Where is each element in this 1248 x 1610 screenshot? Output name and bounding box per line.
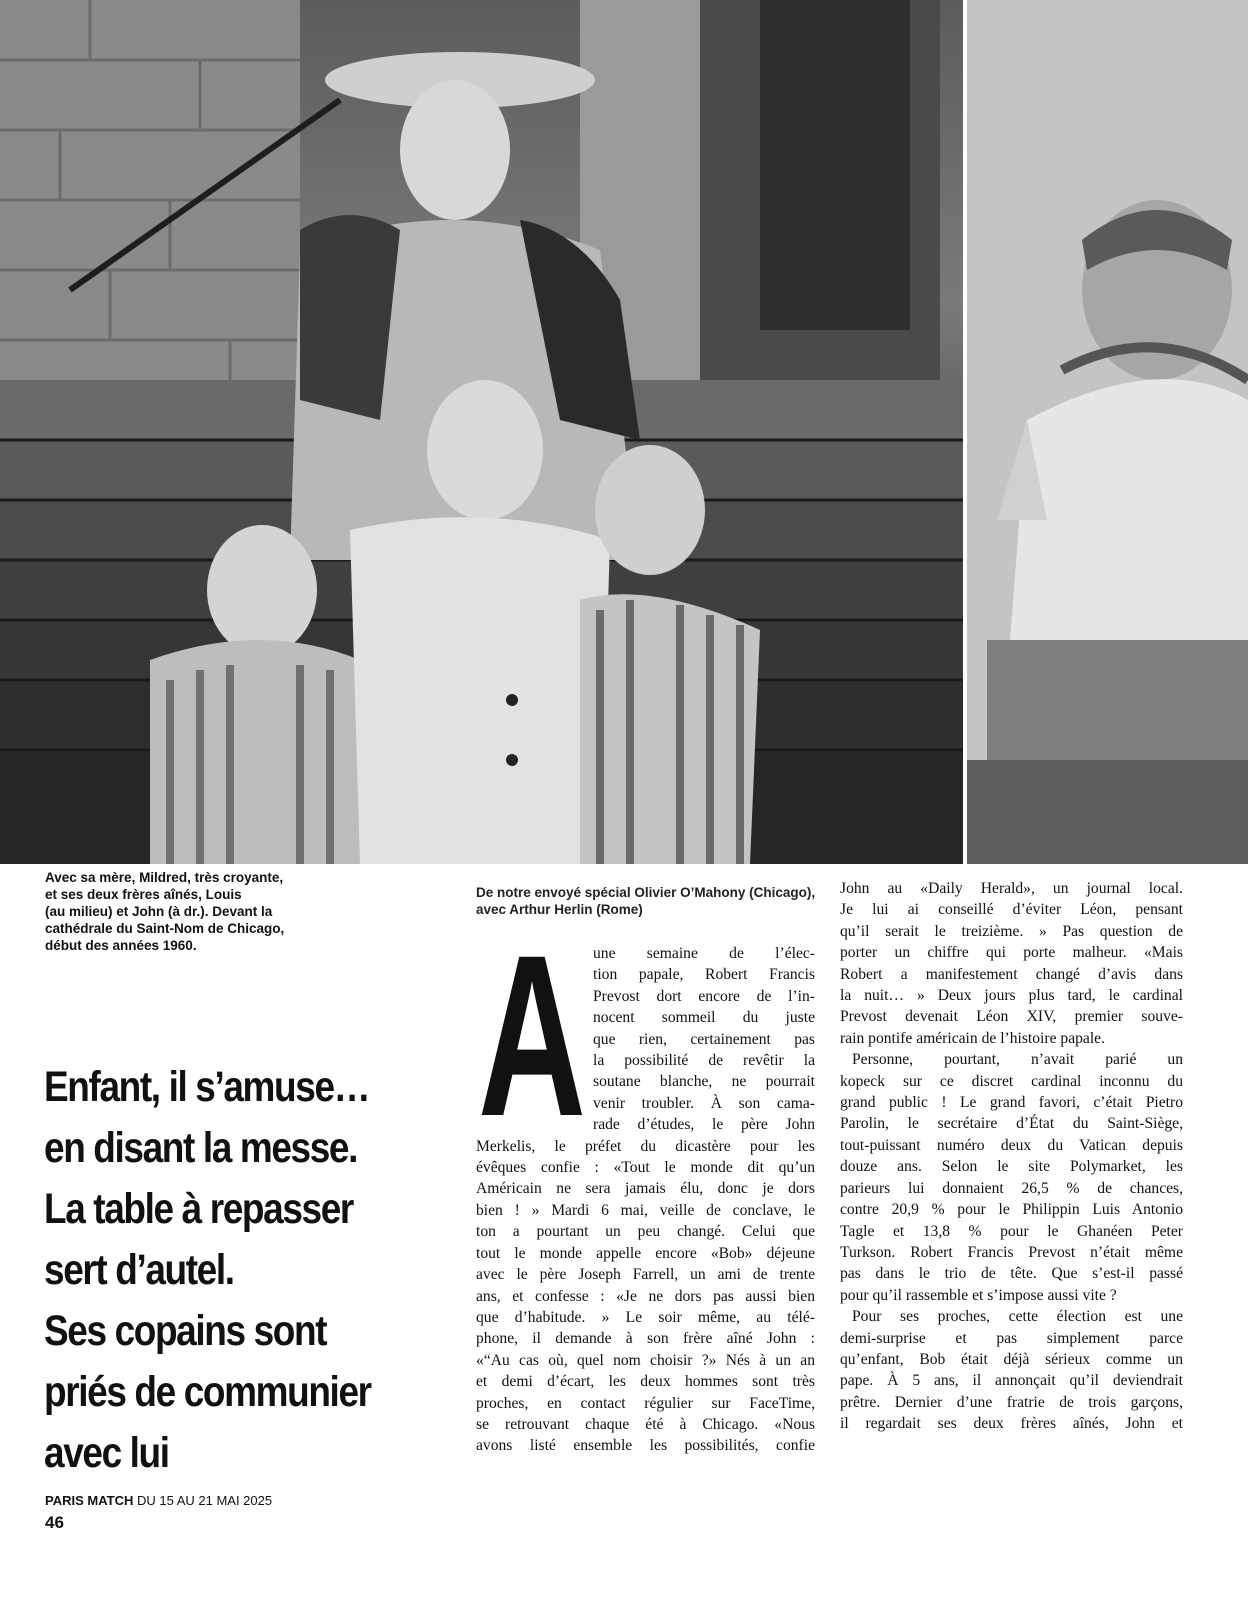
- headline-line: priés de communier: [44, 1368, 371, 1416]
- magazine-name: PARIS MATCH: [45, 1493, 134, 1508]
- text-line: tout le monde appelle encore «Bob» déjeune: [476, 1244, 815, 1262]
- issue-dates: DU 15 AU 21 MAI 2025: [133, 1493, 273, 1508]
- text-line: la possibilité de revêtir la: [593, 1052, 815, 1070]
- text-line: Robert a manifestement changé d’avis dans: [840, 965, 1183, 983]
- text-line: pas dans le trio de tête. Que s’est-il passé: [840, 1265, 1183, 1283]
- text-line: il regardait ses deux frères aînés, John et: [840, 1415, 1183, 1433]
- text-line: rade d’études, le père John: [593, 1116, 815, 1134]
- text-line: bien ! » Mardi 6 mai, veille de conclave, le: [476, 1201, 815, 1219]
- boy-photo: [967, 0, 1248, 864]
- byline: [476, 884, 816, 918]
- headline-line: Ses copains sont: [44, 1307, 327, 1355]
- text-line: Turkson. Robert Francis Prevost n’était même: [840, 1243, 1183, 1261]
- article-column-2: [840, 878, 1183, 1435]
- family-photo-illustration: [0, 0, 963, 864]
- text-line: parieurs lui donnaient 26,5 % de chances,: [840, 1179, 1183, 1197]
- text-line: «“Au cas où, quel nom choisir ?» Nés à un an: [476, 1351, 815, 1369]
- text-line: Pour ses proches, cette élection est une: [852, 1308, 1183, 1326]
- text-line: Merkelis, le préfet du dicastère pour les: [476, 1137, 815, 1155]
- headline-line: La table à repasser: [44, 1185, 353, 1233]
- text-line: demi-surprise et pas simplement parce: [840, 1329, 1183, 1347]
- text-line: venir troubler. À son cama-: [593, 1094, 815, 1112]
- headline-line: Enfant, il s’amuse…: [44, 1063, 370, 1111]
- text-line: tion papale, Robert Francis: [593, 966, 815, 984]
- text-line: se retrouvant chaque été à Chicago. «Nous: [476, 1415, 815, 1433]
- article-column-1: [476, 943, 815, 1457]
- text-line: John au «Daily Herald», un journal local.: [840, 880, 1183, 897]
- text-line: ton a pourtant un peu changé. Celui que: [476, 1223, 815, 1241]
- text-line: pape. À 5 ans, il annonçait qu’il deviendrait: [840, 1372, 1183, 1390]
- caption-line: et ses deux frères aînés, Louis: [45, 887, 242, 902]
- headline-line: sert d’autel.: [44, 1246, 234, 1294]
- text-line: qu’enfant, Bob était déjà sérieux comme un: [840, 1350, 1183, 1368]
- text-line: Personne, pourtant, n’avait parié un: [852, 1051, 1183, 1069]
- caption-line: début des années 1960.: [45, 938, 197, 953]
- text-line: Parolin, le secrétaire d’État du Saint-Siège,: [840, 1115, 1183, 1133]
- headline-line: avec lui: [44, 1429, 169, 1477]
- text-line: proches, en contact régulier sur FaceTime,: [476, 1394, 815, 1412]
- text-line: Américain ne sera jamais élu, donc je dors: [476, 1180, 815, 1198]
- text-line: ans, et confesse : «Je ne dors pas aussi bien: [476, 1287, 815, 1305]
- text-line: une semaine de l’élec-: [593, 945, 815, 962]
- text-line: Tagle et 13,8 % pour le Ghanéen Peter: [840, 1222, 1183, 1240]
- text-line: Prevost devenait Léon XIV, premier souve-: [840, 1008, 1183, 1026]
- text-line: tout-puissant numéro deux du Vatican depuis: [840, 1136, 1183, 1154]
- page-footer: [45, 1493, 272, 1533]
- headline-line: en disant la messe.: [44, 1124, 357, 1172]
- footer-issue: [45, 1493, 272, 1509]
- text-line: que d’habitude. » Le soir même, au télé-: [476, 1308, 815, 1326]
- text-line: kopeck sur ce discret cardinal inconnu du: [840, 1072, 1183, 1090]
- text-line: et demi d’écart, les deux hommes sont très: [476, 1373, 815, 1391]
- text-line: douze ans. Selon le site Polymarket, les: [840, 1158, 1183, 1176]
- text-line: grand public ! Le grand favori, c’était Pietro: [840, 1094, 1183, 1112]
- text-line: que rien, certainement pas: [593, 1030, 815, 1048]
- text-line: Prevost dort encore de l’in-: [593, 987, 815, 1005]
- text-line: avec le père Joseph Farrell, un ami de trente: [476, 1266, 815, 1284]
- text-line: porter un chiffre qui porte malheur. «Mais: [840, 944, 1183, 962]
- text-line: nocent sommeil du juste: [593, 1009, 815, 1027]
- text-line: la nuit… » Deux jours plus tard, le cardinal: [840, 987, 1183, 1005]
- byline-line: De notre envoyé spécial Olivier O’Mahony (Chicago),: [476, 885, 816, 900]
- text-line: prêtre. Dernier d’une fratrie de trois garçons,: [840, 1393, 1183, 1411]
- text-line: avons listé ensemble les possibilités, confie: [476, 1437, 815, 1455]
- drop-cap-letter: A: [478, 943, 586, 1123]
- headline: [44, 1057, 388, 1484]
- caption-line: (au milieu) et John (à dr.). Devant la: [45, 904, 273, 919]
- text-line: qu’il serait le treizième. » Pas question de: [840, 922, 1183, 940]
- boy-photo-illustration: [967, 0, 1248, 864]
- text-line: phone, il demande à son frère aîné John :: [476, 1330, 815, 1348]
- text-line: contre 20,9 % pour le Philippin Luis Antonio: [840, 1201, 1183, 1219]
- text-line: pour qu’il rassemble et s’impose aussi vite ?: [840, 1286, 1117, 1304]
- text-line: évêques confie : «Tout le monde dit qu’un: [476, 1159, 815, 1177]
- byline-line: avec Arthur Herlin (Rome): [476, 902, 643, 917]
- caption-line: Avec sa mère, Mildred, très croyante,: [45, 870, 284, 885]
- text-line: Je lui ai conseillé d’éviter Léon, pensant: [840, 901, 1183, 919]
- family-photo: [0, 0, 963, 864]
- text-line: rain pontife américain de l’histoire papale.: [840, 1029, 1105, 1047]
- photo-caption: [45, 869, 315, 954]
- page-number: 46: [45, 1513, 64, 1532]
- text-line: soutane blanche, ne pourrait: [593, 1073, 815, 1091]
- caption-line: cathédrale du Saint-Nom de Chicago,: [45, 921, 285, 936]
